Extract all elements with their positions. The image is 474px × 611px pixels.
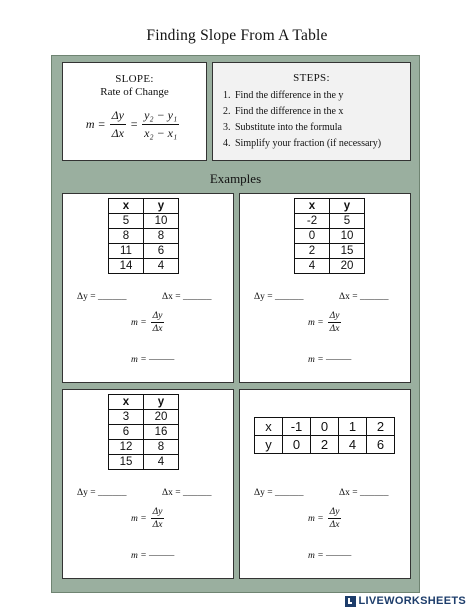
table-cell: 8 [144, 229, 179, 244]
delta-y-blank[interactable]: Δy = ______ [77, 292, 127, 302]
formula-delta-x: Δx [111, 126, 124, 140]
formula-equals: = [129, 117, 139, 131]
steps-heading: STEPS: [293, 72, 330, 84]
table-cell: 10 [144, 214, 179, 229]
table-row [109, 229, 179, 244]
example-2-table [294, 198, 365, 274]
table-cell: 15 [109, 455, 144, 470]
example-1-panel [62, 193, 234, 383]
table-cell: -2 [295, 214, 330, 229]
m-label: m = [131, 317, 147, 328]
table-cell: 6 [144, 244, 179, 259]
m-label: m = [131, 513, 147, 524]
table-cell: 11 [109, 244, 144, 259]
slope-formula [63, 108, 206, 141]
delta-y-blank[interactable]: Δy = ______ [254, 488, 304, 498]
delta-x-blank[interactable]: Δx = ______ [339, 488, 389, 498]
slope-subheading: Rate of Change [100, 86, 169, 98]
delta-y-blank[interactable]: Δy = ______ [254, 292, 304, 302]
formula-coordinate-fraction [142, 108, 179, 141]
worksheet-frame [51, 55, 420, 593]
table-cell: 6 [109, 425, 144, 440]
fraction-dy: Δy [152, 507, 163, 517]
table-cell: 5 [330, 214, 365, 229]
worksheet-title: Finding Slope From A Table [146, 27, 328, 44]
formula-m: m = [85, 117, 106, 131]
fraction-dx: Δx [329, 324, 340, 334]
table-cell: 20 [144, 410, 179, 425]
table-header-y: y [330, 199, 365, 214]
steps-list [213, 90, 410, 149]
example-4-panel [239, 389, 411, 579]
example-1-slope-fraction [131, 311, 168, 334]
fraction-dy: Δy [329, 311, 340, 321]
example-4-answer-blank[interactable]: m = ——— [308, 551, 352, 561]
table-header-x: x [295, 199, 330, 214]
table-cell: 1 [339, 418, 367, 436]
fraction-dx: Δx [329, 520, 340, 530]
table-cell: 20 [330, 259, 365, 274]
logo-text: LIVEWORKSHEETS [358, 595, 466, 607]
delta-x-blank[interactable]: Δx = ______ [162, 292, 212, 302]
step-item: 1. Find the difference in the y [233, 90, 410, 101]
delta-x-blank[interactable]: Δx = ______ [162, 488, 212, 498]
table-header-y: y [144, 395, 179, 410]
table-row [109, 440, 179, 455]
formula-delta-y: Δy [110, 108, 126, 125]
table-header-x: x [109, 199, 144, 214]
fraction-dy: Δy [329, 507, 340, 517]
formula-numerator: y₂ − y₁ [142, 108, 179, 125]
fraction-dy: Δy [152, 311, 163, 321]
fraction-dx: Δx [152, 324, 163, 334]
table-header-y: y [144, 199, 179, 214]
table-row [295, 229, 365, 244]
table-cell: 2 [311, 436, 339, 454]
example-2-answer-blank[interactable]: m = ——— [308, 355, 352, 365]
table-row [109, 244, 179, 259]
table-cell: 10 [330, 229, 365, 244]
example-3-panel [62, 389, 234, 579]
table-row [255, 418, 395, 436]
delta-x-blank[interactable]: Δx = ______ [339, 292, 389, 302]
table-cell: 6 [367, 436, 395, 454]
example-3-answer-blank[interactable]: m = ——— [131, 551, 175, 561]
example-3-table [108, 394, 179, 470]
checkmark-icon [345, 596, 356, 607]
slope-definition-box [62, 62, 207, 161]
table-cell: 3 [109, 410, 144, 425]
fraction-dx: Δx [152, 520, 163, 530]
example-2-panel [239, 193, 411, 383]
table-cell: 2 [367, 418, 395, 436]
table-row [295, 259, 365, 274]
formula-denominator: x₂ − x₁ [144, 126, 178, 140]
table-cell: 4 [295, 259, 330, 274]
table-row [109, 259, 179, 274]
table-cell: 15 [330, 244, 365, 259]
table-cell: 16 [144, 425, 179, 440]
table-header-x: x [109, 395, 144, 410]
steps-box [212, 62, 411, 161]
table-row [295, 214, 365, 229]
example-4-table [254, 417, 395, 454]
table-row [255, 436, 395, 454]
table-cell: 14 [109, 259, 144, 274]
m-label: m = [308, 513, 324, 524]
table-row [295, 244, 365, 259]
table-row [109, 410, 179, 425]
liveworksheets-logo [345, 595, 467, 607]
table-header-y: y [255, 436, 283, 454]
table-cell: 8 [109, 229, 144, 244]
delta-y-blank[interactable]: Δy = ______ [77, 488, 127, 498]
example-3-slope-fraction [131, 507, 168, 530]
table-row [109, 425, 179, 440]
table-cell: 0 [295, 229, 330, 244]
examples-heading: Examples [209, 171, 262, 186]
example-4-slope-fraction [308, 507, 345, 530]
example-1-table [108, 198, 179, 274]
table-cell: 5 [109, 214, 144, 229]
table-cell: 4 [144, 259, 179, 274]
table-cell: 8 [144, 440, 179, 455]
example-1-answer-blank[interactable]: m = ——— [131, 355, 175, 365]
example-2-slope-fraction [308, 311, 345, 334]
m-label: m = [308, 317, 324, 328]
table-cell: 4 [144, 455, 179, 470]
step-item: 2. Find the difference in the x [233, 106, 410, 117]
table-row [109, 214, 179, 229]
table-cell: 0 [311, 418, 339, 436]
step-item: 3. Substitute into the formula [233, 122, 410, 133]
step-item: 4. Simplify your fraction (if necessary) [233, 138, 410, 149]
formula-delta-fraction [110, 108, 126, 141]
table-cell: -1 [283, 418, 311, 436]
table-cell: 2 [295, 244, 330, 259]
table-cell: 4 [339, 436, 367, 454]
table-header-x: x [255, 418, 283, 436]
table-cell: 12 [109, 440, 144, 455]
slope-heading: SLOPE: [115, 73, 154, 85]
table-cell: 0 [283, 436, 311, 454]
table-row [109, 455, 179, 470]
